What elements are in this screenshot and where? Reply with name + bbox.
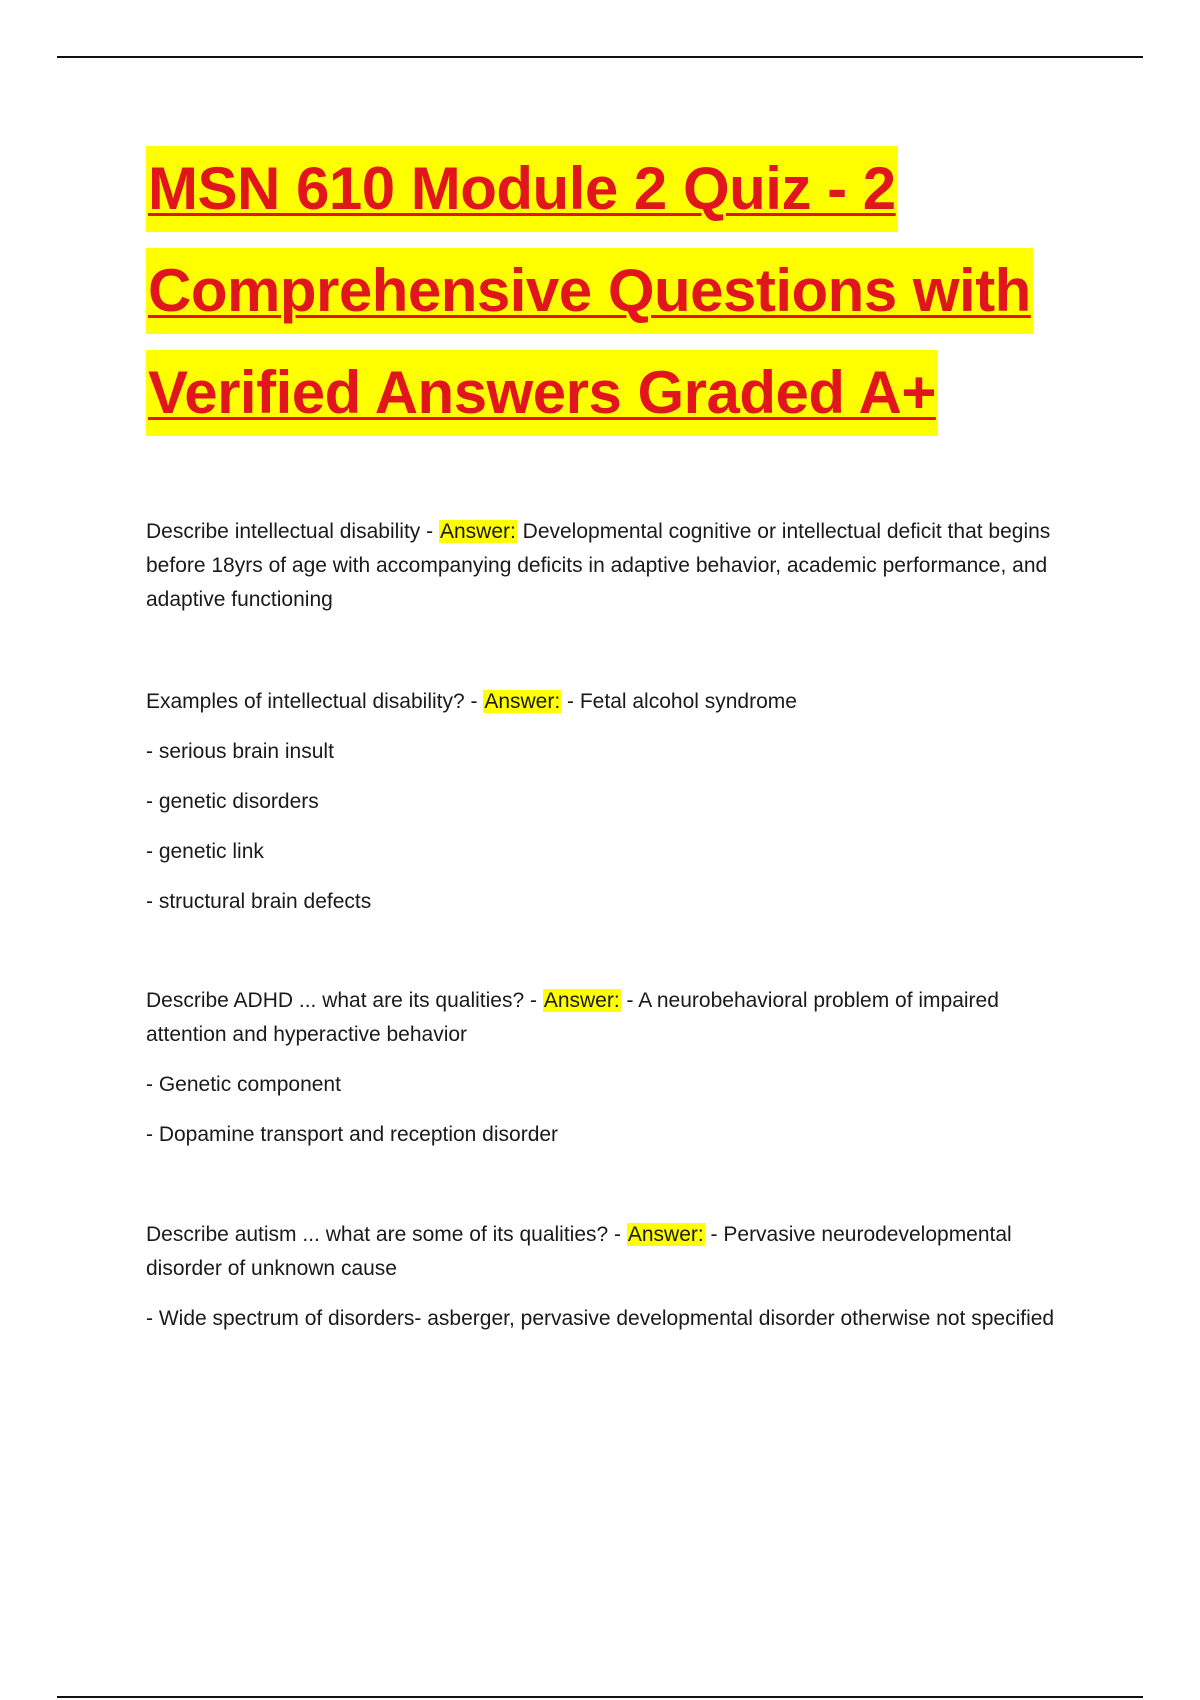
qa-item-2 <box>146 685 1066 919</box>
answer-text: - A neurobehavioral problem of impaired attention and hyperactive behavior <box>146 989 999 1046</box>
document-title <box>146 146 1146 452</box>
title-line-1: MSN 610 Module 2 Quiz - 2 <box>146 146 898 232</box>
answer-text: - Fetal alcohol syndrome <box>561 690 797 713</box>
question-text: Describe ADHD ... what are its qualities? - <box>146 989 543 1012</box>
answer-label: Answer: <box>543 989 620 1012</box>
qa-paragraph <box>146 1218 1066 1286</box>
list-item: - Genetic component <box>146 1073 341 1096</box>
title-line-2: Comprehensive Questions with <box>146 248 1033 334</box>
answer-label: Answer: <box>484 690 561 713</box>
top-rule <box>57 56 1143 58</box>
qa-item-1 <box>146 515 1066 617</box>
answer-label: Answer: <box>439 520 516 543</box>
list-item: - Wide spectrum of disorders- asberger, pervasive developmental disorder otherwise not specified <box>146 1307 1055 1330</box>
qa-item-4 <box>146 1218 1066 1336</box>
answer-label: Answer: <box>627 1223 704 1246</box>
qa-paragraph <box>146 685 1066 719</box>
qa-paragraph <box>146 984 1066 1052</box>
list-item: - Dopamine transport and reception disorder <box>146 1123 559 1146</box>
list-item: - genetic link <box>146 840 264 863</box>
question-text: Describe autism ... what are some of its qualities? - <box>146 1223 627 1246</box>
list-item: - genetic disorders <box>146 790 319 813</box>
qa-item-3 <box>146 984 1066 1152</box>
list-item: - serious brain insult <box>146 740 334 763</box>
question-text: Examples of intellectual disability? - <box>146 690 484 713</box>
list-item: - structural brain defects <box>146 890 372 913</box>
title-line-3: Verified Answers Graded A+ <box>146 350 938 436</box>
qa-paragraph <box>146 515 1066 617</box>
question-text: Describe intellectual disability - <box>146 520 439 543</box>
bottom-rule <box>57 1696 1143 1698</box>
answer-text: - Pervasive neurodevelopmental disorder of unknown cause <box>146 1223 1012 1280</box>
answer-text: Developmental cognitive or intellectual deficit that begins before 18yrs of age with accompanying deficits in adaptive behavior, academic performance, and adaptive functioning <box>146 520 1051 611</box>
